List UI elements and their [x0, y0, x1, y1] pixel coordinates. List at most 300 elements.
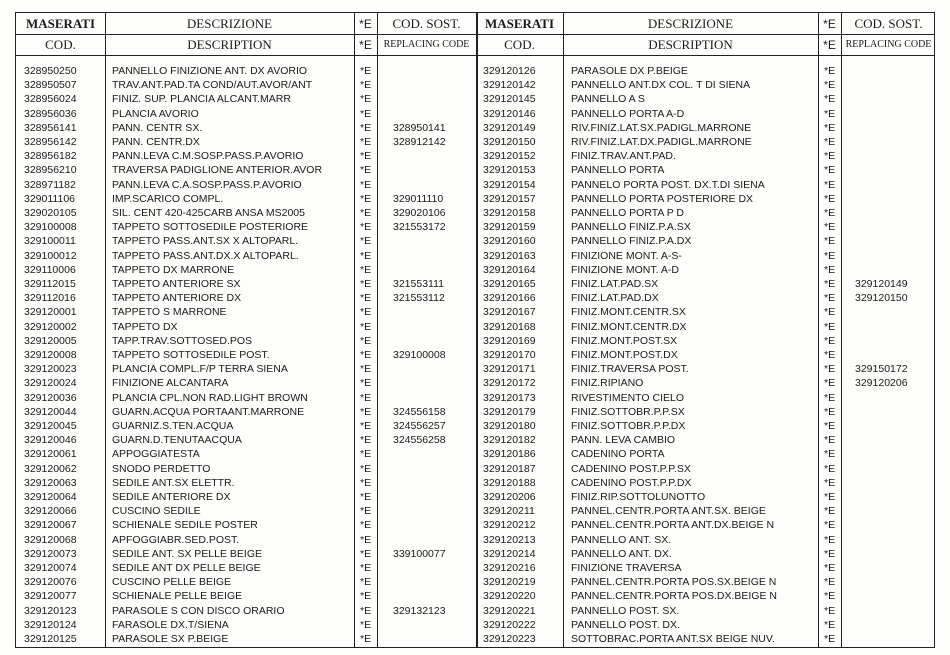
header-e: *E: [823, 38, 836, 52]
part-code: 329120024: [24, 377, 77, 390]
part-description: PANNELO PORTA POST. DX.T.DI SIENA: [571, 178, 765, 191]
part-description: TAPPETO PASS.ANT.SX X ALTOPARL.: [112, 235, 299, 248]
part-code: 329120220: [483, 590, 536, 603]
e-flag: *E: [360, 462, 372, 475]
e-flag: *E: [824, 334, 836, 347]
table-row: [16, 234, 934, 248]
e-flag: *E: [360, 391, 372, 404]
part-description: TAPPETO SOTTOSEDILE POSTERIORE: [112, 221, 309, 234]
e-flag: *E: [824, 164, 836, 177]
e-flag: *E: [824, 633, 836, 645]
e-flag: *E: [824, 405, 836, 418]
part-code: 329120062: [24, 462, 77, 475]
part-code: 329120077: [24, 590, 77, 603]
header-e: *E: [823, 17, 836, 31]
table-row: [16, 547, 934, 561]
header-descrizione: DESCRIZIONE: [186, 16, 273, 31]
part-code: 329120160: [483, 235, 536, 248]
header-divider: [16, 55, 934, 56]
table-row: [16, 561, 934, 575]
part-code: 328956024: [24, 93, 77, 106]
part-code: 329112016: [24, 292, 76, 305]
e-flag: *E: [824, 462, 836, 475]
header-divider: [16, 34, 934, 35]
part-code: 329120213: [483, 533, 536, 546]
table-row: [16, 121, 934, 135]
part-description: FINIZ. SUP. PLANCIA ALCANT.MARR: [112, 93, 291, 106]
e-flag: *E: [360, 633, 372, 645]
e-flag: *E: [824, 93, 836, 106]
part-description: FINIZ.TRAVERSA POST.: [571, 363, 689, 376]
e-flag: *E: [360, 121, 372, 134]
part-code: 329120214: [483, 547, 536, 560]
table-row: [16, 249, 934, 263]
e-flag: *E: [824, 278, 836, 290]
table-row: [16, 277, 934, 291]
replacing-code: 329011110: [393, 192, 444, 205]
part-description: GUARNIZ.S.TEN.ACQUA: [112, 420, 234, 432]
table-row: [16, 178, 934, 192]
part-code: 329120063: [24, 476, 77, 489]
part-code: 329120186: [483, 448, 536, 461]
part-code: 329120221: [483, 604, 536, 617]
part-description: CADENINO POST.P.P.SX: [571, 462, 691, 475]
e-flag: *E: [360, 150, 372, 163]
part-code: 329120170: [483, 349, 536, 361]
part-code: 329120165: [483, 278, 536, 290]
part-code: 329120046: [24, 434, 77, 447]
table-row: [16, 263, 934, 277]
table-row: [16, 348, 934, 362]
e-flag: *E: [824, 249, 836, 262]
part-description: TAPPETO S MARRONE: [112, 306, 227, 319]
e-flag: *E: [824, 65, 836, 77]
part-code: 329120216: [483, 562, 536, 574]
part-code: 329100011: [24, 235, 76, 248]
table-row: [16, 64, 934, 78]
part-code: 329110006: [24, 263, 76, 276]
e-flag: *E: [824, 221, 836, 234]
part-description: PANNEL.CENTR.PORTA ANT.SX. BEIGE: [571, 505, 766, 518]
e-flag: *E: [824, 306, 836, 319]
header-e: *E: [359, 38, 372, 52]
part-code: 329120036: [24, 391, 77, 404]
e-flag: *E: [360, 363, 372, 376]
part-description: TAPPETO SOTTOSEDILE POST.: [112, 349, 270, 361]
part-code: 329120222: [483, 618, 536, 631]
part-code: 329120074: [24, 562, 77, 574]
part-code: 329120166: [483, 292, 536, 305]
replacing-code: 329120206: [855, 377, 908, 390]
e-flag: *E: [360, 448, 372, 461]
part-code: 329120125: [24, 633, 77, 645]
header-cod-sost: COD. SOST.: [854, 16, 923, 31]
table-row: [16, 618, 934, 632]
part-description: TAPPETO ANTERIORE SX: [112, 278, 241, 290]
table-row: [16, 206, 934, 220]
e-flag: *E: [824, 107, 836, 120]
table-row: [16, 78, 934, 92]
part-description: FARASOLE DX.T/SIENA: [112, 618, 229, 631]
e-flag: *E: [824, 391, 836, 404]
table-row: [16, 320, 934, 334]
header-cod-sost: COD. SOST.: [392, 16, 461, 31]
table-row: [16, 334, 934, 348]
table-row: [16, 589, 934, 603]
part-code: 329120163: [483, 249, 536, 262]
header-maserati: MASERATI: [25, 16, 96, 31]
part-code: 329120066: [24, 505, 77, 518]
part-code: 329120211: [483, 505, 535, 518]
part-code: 329120206: [483, 491, 536, 503]
e-flag: *E: [360, 476, 372, 489]
part-description: GUARN.D.TENUTAACQUA: [112, 434, 242, 447]
header-replacing-code: REPLACING CODE: [383, 39, 470, 50]
e-flag: *E: [360, 576, 372, 589]
part-code: 329120067: [24, 519, 77, 532]
part-description: FINIZIONE ALCANTARA: [112, 377, 229, 390]
part-description: SEDILE ANT. SX PELLE BEIGE: [112, 547, 262, 560]
part-description: TAPPETO DX: [112, 320, 178, 333]
part-code: 328950250: [24, 65, 77, 77]
part-description: CADENINO PORTA: [571, 448, 665, 461]
e-flag: *E: [824, 121, 836, 134]
e-flag: *E: [824, 79, 836, 92]
part-description: PANNELLO POST. SX.: [571, 604, 680, 617]
replacing-code: 329150172: [855, 363, 908, 376]
part-description: PANNELLO FINIZIONE ANT. DX AVORIO: [112, 65, 308, 77]
part-description: GUARN.ACQUA PORTAANT.MARRONE: [112, 405, 305, 418]
part-code: 329120182: [483, 434, 536, 447]
e-flag: *E: [360, 221, 372, 234]
part-description: PANNELLO ANT. DX.: [571, 547, 672, 560]
e-flag: *E: [360, 405, 372, 418]
e-flag: *E: [360, 590, 372, 603]
e-flag: *E: [824, 178, 836, 191]
part-description: FINIZ.SOTTOBR.P.P.SX: [571, 405, 685, 418]
e-flag: *E: [360, 192, 372, 205]
part-code: 329120005: [24, 334, 77, 347]
replacing-code: 321553112: [393, 292, 445, 305]
header-descrizione: DESCRIZIONE: [647, 16, 734, 31]
part-code: 329120212: [483, 519, 536, 532]
part-description: RIV.FINIZ.LAT.SX.PADIGL.MARRONE: [571, 121, 752, 134]
part-code: 329120149: [483, 121, 536, 134]
part-description: SCHIENALE SEDILE POSTER: [112, 519, 258, 532]
part-code: 329120023: [24, 363, 77, 376]
part-description: TRAVERSA PADIGLIONE ANTERIOR.AVOR: [112, 164, 323, 177]
part-description: PANNELLO POST. DX.: [571, 618, 680, 631]
replacing-code: 324556257: [393, 420, 446, 432]
table-row: [16, 462, 934, 476]
part-description: PARASOLE DX P.BEIGE: [571, 65, 688, 77]
part-code: 329120188: [483, 476, 536, 489]
part-code: 328956141: [24, 121, 77, 134]
replacing-code: 329132123: [393, 604, 446, 617]
part-description: SCHIENALE PELLE BEIGE: [112, 590, 243, 603]
part-code: 329011106: [24, 192, 75, 205]
header-description: DESCRIPTION: [187, 37, 272, 52]
e-flag: *E: [824, 547, 836, 560]
part-code: 329120061: [24, 448, 77, 461]
part-code: 329120154: [483, 178, 536, 191]
part-description: SEDILE ANT.SX ELETTR.: [112, 476, 235, 489]
part-description: SEDILE ANT DX PELLE BEIGE: [112, 562, 261, 574]
table-row: [16, 433, 934, 447]
part-code: 329120180: [483, 420, 536, 432]
part-code: 329120219: [483, 576, 536, 589]
replacing-code: 321553111: [393, 278, 444, 290]
part-description: FINIZ.MONT.POST.DX: [571, 349, 678, 361]
part-description: CUSCINO PELLE BEIGE: [112, 576, 232, 589]
part-code: 328950507: [24, 79, 77, 92]
e-flag: *E: [824, 491, 836, 503]
part-description: PANNELLO ANT. SX.: [571, 533, 672, 546]
e-flag: *E: [360, 505, 372, 518]
part-code: 329020105: [24, 207, 77, 219]
part-description: PANN. CENTR SX.: [112, 121, 203, 134]
replacing-code: 339100077: [393, 547, 446, 560]
part-description: APPOGGIATESTA: [112, 448, 200, 461]
part-description: PANNELLO PORTA A-D: [571, 107, 685, 120]
part-code: 329120152: [483, 150, 536, 163]
e-flag: *E: [360, 349, 372, 361]
part-description: PANN. LEVA CAMBIO: [571, 434, 676, 447]
e-flag: *E: [824, 420, 836, 432]
e-flag: *E: [824, 476, 836, 489]
part-code: 329120169: [483, 334, 536, 347]
part-code: 329120045: [24, 420, 77, 432]
e-flag: *E: [360, 562, 372, 574]
header-cod: COD.: [504, 37, 535, 52]
table-row: [16, 107, 934, 121]
part-code: 328956142: [24, 136, 77, 148]
replacing-code: 329120149: [855, 278, 908, 290]
e-flag: *E: [824, 263, 836, 276]
e-flag: *E: [824, 533, 836, 546]
e-flag: *E: [360, 79, 372, 92]
e-flag: *E: [360, 107, 372, 120]
part-description: PARASOLE SX P.BEIGE: [112, 633, 229, 645]
part-description: APFOGGIABR.SED.POST.: [112, 533, 240, 546]
e-flag: *E: [360, 334, 372, 347]
part-code: 329120223: [483, 633, 536, 645]
e-flag: *E: [360, 377, 372, 390]
part-description: FINIZ.TRAV.ANT.PAD.: [571, 150, 676, 163]
e-flag: *E: [824, 519, 836, 532]
e-flag: *E: [824, 562, 836, 574]
part-code: 329120123: [24, 604, 77, 617]
e-flag: *E: [824, 576, 836, 589]
e-flag: *E: [360, 164, 372, 177]
header-replacing-code: REPLACING CODE: [845, 39, 932, 50]
part-description: TAPPETO ANTERIORE DX: [112, 292, 242, 305]
part-description: TRAV.ANT.PAD.TA COND/AUT.AVOR/ANT: [112, 79, 313, 92]
e-flag: *E: [824, 604, 836, 617]
parts-table: [15, 12, 935, 648]
part-description: SEDILE ANTERIORE DX: [112, 491, 231, 503]
part-description: PANN.LEVA C.A.SOSP.PASS.P.AVORIO: [112, 178, 302, 191]
part-description: FINIZ.LAT.PAD.DX: [571, 292, 659, 305]
part-description: PANNELLO PORTA P D: [571, 207, 685, 219]
table-row: [16, 220, 934, 234]
part-description: PANNELLO PORTA: [571, 164, 665, 177]
part-code: 329120153: [483, 164, 536, 177]
part-code: 329120073: [24, 547, 77, 560]
part-code: 329120044: [24, 405, 77, 418]
part-code: 329120002: [24, 320, 77, 333]
e-flag: *E: [824, 377, 836, 390]
table-row: [16, 533, 934, 547]
table-row: [16, 92, 934, 106]
table-row: [16, 476, 934, 490]
e-flag: *E: [360, 235, 372, 248]
replacing-code: 324556258: [393, 434, 446, 447]
part-description: CUSCINO SEDILE: [112, 505, 201, 518]
part-code: 329120159: [483, 221, 536, 234]
part-code: 329100012: [24, 249, 77, 262]
part-code: 329120076: [24, 576, 77, 589]
part-code: 329120157: [483, 192, 536, 205]
table-row: [16, 490, 934, 504]
table-row: [16, 518, 934, 532]
part-description: FINIZ.MONT.CENTR.SX: [571, 306, 686, 319]
part-description: TAPPETO PASS.ANT.DX.X ALTOPARL.: [112, 249, 299, 262]
part-description: PANNEL.CENTR.PORTA ANT.DX.BEIGE N: [571, 519, 775, 532]
part-description: PANN.LEVA C.M.SOSP.PASS.P.AVORIO: [112, 150, 304, 163]
table-row: [16, 632, 934, 646]
e-flag: *E: [824, 292, 836, 305]
table-row: [16, 163, 934, 177]
e-flag: *E: [824, 136, 836, 148]
part-code: 329120124: [24, 618, 77, 631]
e-flag: *E: [824, 235, 836, 248]
e-flag: *E: [824, 448, 836, 461]
part-description: FINIZIONE MONT. A-D: [571, 263, 679, 276]
table-row: [16, 391, 934, 405]
part-description: PLANCIA COMPL.F/P TERRA SIENA: [112, 363, 288, 376]
header-description: DESCRIPTION: [648, 37, 733, 52]
replacing-code: 321553172: [393, 221, 446, 234]
part-description: PANNELLO PORTA POSTERIORE DX: [571, 192, 754, 205]
header-maserati: MASERATI: [484, 16, 555, 31]
part-description: PLANCIA CPL.NON RAD.LIGHT BROWN: [112, 391, 308, 404]
part-code: 329120145: [483, 93, 536, 106]
e-flag: *E: [360, 207, 372, 219]
part-code: 329120167: [483, 306, 536, 319]
part-description: RIVESTIMENTO CIELO: [571, 391, 684, 404]
part-code: 329120171: [483, 363, 536, 376]
table-row: [16, 291, 934, 305]
part-code: 328956036: [24, 107, 77, 120]
part-code: 329120187: [483, 462, 536, 475]
part-code: 329120142: [483, 79, 536, 92]
part-code: 329120068: [24, 533, 77, 546]
part-description: PLANCIA AVORIO: [112, 107, 199, 120]
replacing-code: 324556158: [393, 405, 446, 418]
e-flag: *E: [360, 604, 372, 617]
part-description: PANNELLO FINIZ.P.A.SX: [571, 221, 691, 234]
e-flag: *E: [360, 93, 372, 106]
table-row: [16, 405, 934, 419]
e-flag: *E: [824, 320, 836, 333]
part-description: TAPP.TRAV.SOTTOSED.POS: [112, 334, 253, 347]
replacing-code: 329020106: [393, 207, 446, 219]
part-description: SOTTOBRAC.PORTA ANT.SX BEIGE NUV.: [571, 633, 775, 645]
e-flag: *E: [824, 590, 836, 603]
e-flag: *E: [360, 306, 372, 319]
part-description: IMP.SCARICO COMPL.: [112, 192, 224, 205]
e-flag: *E: [824, 363, 836, 376]
part-code: 328971182: [24, 178, 76, 191]
part-description: FINIZ.RIPIANO: [571, 377, 644, 390]
e-flag: *E: [824, 434, 836, 447]
e-flag: *E: [360, 533, 372, 546]
header-cod: COD.: [45, 37, 76, 52]
e-flag: *E: [360, 434, 372, 447]
e-flag: *E: [824, 150, 836, 163]
replacing-code: 328912142: [393, 136, 446, 148]
table-row: [16, 575, 934, 589]
part-code: 328956210: [24, 164, 77, 177]
e-flag: *E: [360, 547, 372, 560]
e-flag: *E: [360, 278, 372, 290]
table-row: [16, 305, 934, 319]
part-description: PANNELLO ANT.DX COL. T DI SIENA: [571, 79, 751, 92]
table-row: [16, 192, 934, 206]
e-flag: *E: [360, 178, 372, 191]
part-description: PANN. CENTR.DX: [112, 136, 200, 148]
part-description: PANNEL.CENTR.PORTA POS.DX.BEIGE N: [571, 590, 777, 603]
e-flag: *E: [824, 192, 836, 205]
part-description: FINIZIONE MONT. A-S-: [571, 249, 682, 262]
e-flag: *E: [360, 136, 372, 148]
part-description: FINIZIONE TRAVERSA: [571, 562, 682, 574]
part-code: 329120164: [483, 263, 536, 276]
part-code: 329120146: [483, 107, 536, 120]
e-flag: *E: [824, 618, 836, 631]
part-description: PARASOLE S CON DISCO ORARIO: [112, 604, 285, 617]
table-row: [16, 376, 934, 390]
part-code: 329120064: [24, 491, 77, 503]
part-code: 329120008: [24, 349, 77, 361]
part-code: 329120001: [24, 306, 77, 319]
part-code: 329120150: [483, 136, 536, 148]
e-flag: *E: [824, 349, 836, 361]
e-flag: *E: [360, 249, 372, 262]
e-flag: *E: [824, 207, 836, 219]
part-description: FINIZ.SOTTOBR.P.P.DX: [571, 420, 686, 432]
part-description: SNODO PERDETTO: [112, 462, 211, 475]
table-row: [16, 504, 934, 518]
e-flag: *E: [360, 65, 372, 77]
part-description: TAPPETO DX MARRONE: [112, 263, 235, 276]
part-description: FINIZ.LAT.PAD.SX: [571, 278, 659, 290]
replacing-code: 328950141: [393, 121, 446, 134]
part-description: PANNELLO A S: [571, 93, 645, 106]
part-code: 329120158: [483, 207, 536, 219]
replacing-code: 329100008: [393, 349, 446, 361]
e-flag: *E: [360, 263, 372, 276]
part-description: FINIZ.MONT.POST.SX: [571, 334, 678, 347]
e-flag: *E: [360, 491, 372, 503]
part-code: 329120168: [483, 320, 536, 333]
part-code: 328956182: [24, 150, 77, 163]
e-flag: *E: [360, 420, 372, 432]
replacing-code: 329120150: [855, 292, 908, 305]
table-row: [16, 149, 934, 163]
part-description: FINIZ.RIP.SOTTOLUNOTTO: [571, 491, 706, 503]
